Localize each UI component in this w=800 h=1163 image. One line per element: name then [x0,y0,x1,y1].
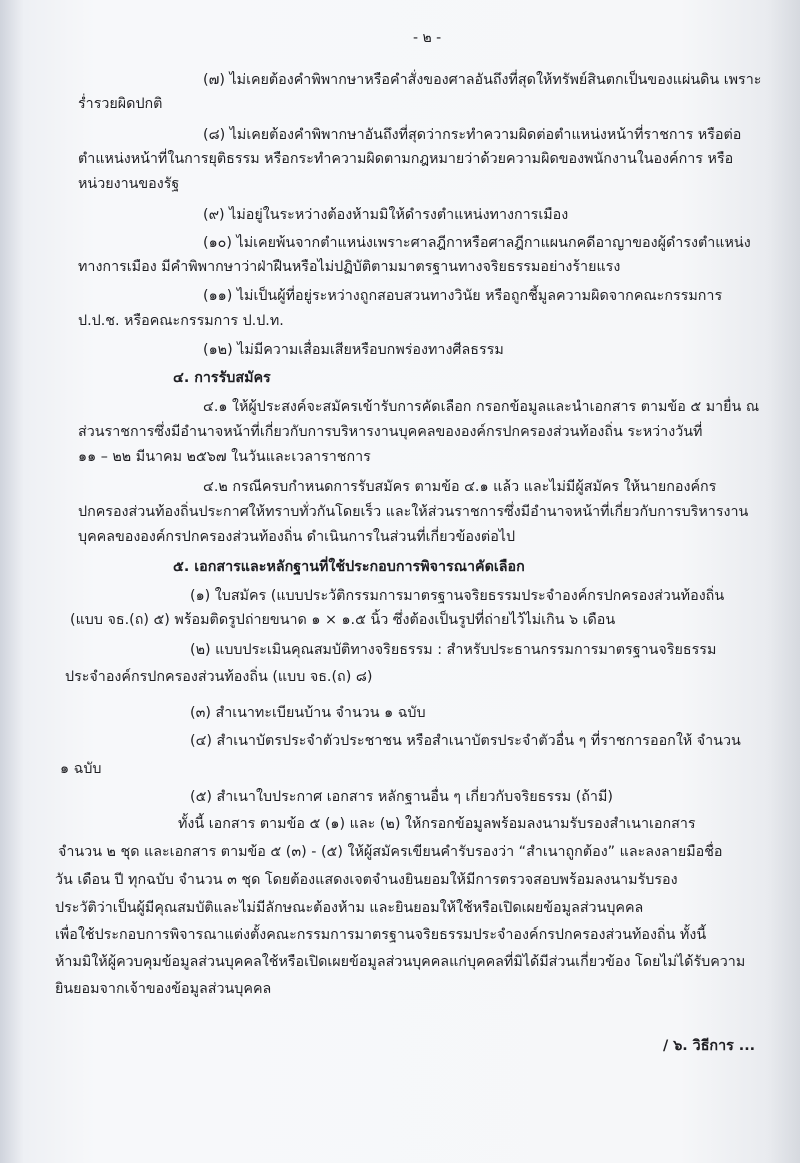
text-line-qualification-10: (๑๐) ไม่เคยพ้นจากตำแหน่งเพราะศาลฎีกาหรือศาลฎีกาแผนกคดีอาญาของผู้ดำรงตำแหน่ง [203,235,751,251]
text-line-qualification-8-cont-2: หน่วยงานของรัฐ [78,176,180,192]
text-line-item-4-2: ๔.๒ กรณีครบกำหนดการรับสมัคร ตามข้อ ๔.๑ แล้ว และไม่มีผู้สมัคร ให้นายกองค์กร [203,479,717,495]
text-line-item-4-2-cont-2: บุคคลขององค์กรปกครองส่วนท้องถิ่น ดำเนินการในส่วนที่เกี่ยวข้องต่อไป [78,529,516,545]
text-line-item-4-1-cont-1: ส่วนราชการซึ่งมีอำนาจหน้าที่เกี่ยวกับการบริหารงานบุคคลขององค์กรปกครองส่วนท้องถิ่น ระหว่างวันที่ [78,424,703,440]
text-line-document-2-cont: ประจำองค์กรปกครองส่วนท้องถิ่น (แบบ จธ.(ถ) ๘) [65,669,373,685]
text-line-qualification-8: (๘) ไม่เคยต้องคำพิพากษาอันถึงที่สุดว่ากระทำความผิดต่อตำแหน่งหน้าที่ราชการ หรือต่อ [203,127,742,143]
text-line-qualification-11-cont: ป.ป.ช. หรือคณะกรรมการ ป.ป.ท. [78,313,284,329]
text-line-item-4-2-cont-1: ปกครองส่วนท้องถิ่นประกาศให้ทราบทั่วกันโดยเร็ว และให้ส่วนราชการซึ่งมีอำนาจหน้าที่เกี่ยวกับการบริหารงาน [78,504,749,520]
continuation-marker: / ๖. วิธีการ ... [663,1038,756,1054]
text-line-document-5: (๕) สำเนาใบประกาศ เอกสาร หลักฐานอื่น ๆ เกี่ยวกับจริยธรรม (ถ้ามี) [190,789,613,805]
text-line-qualification-11: (๑๑) ไม่เป็นผู้ที่อยู่ระหว่างถูกสอบสวนทางวินัย หรือถูกชี้มูลความผิดจากคณะกรรมการ [203,288,723,304]
section-heading-documents: ๕. เอกสารและหลักฐานที่ใช้ประกอบการพิจารณาคัดเลือก [173,559,525,575]
text-line-document-3: (๓) สำเนาทะเบียนบ้าน จำนวน ๑ ฉบับ [190,705,426,721]
text-line-document-4-cont: ๑ ฉบับ [60,761,102,777]
text-line-document-1-cont: (แบบ จธ.(ถ) ๕) พร้อมติดรูปถ่ายขนาด ๑ × ๑.๕ นิ้ว ซึ่งต้องเป็นรูปที่ถ่ายไว้ไม่เกิน ๖ เดือน [70,612,616,628]
text-line-note-cont-2: วัน เดือน ปี ทุกฉบับ จำนวน ๓ ชุด โดยต้องแสดงเจตจำนงยินยอมให้มีการตรวจสอบพร้อมลงนามรับรอง [55,872,678,888]
text-line-note: ทั้งนี้ เอกสาร ตามข้อ ๕ (๑) และ (๒) ให้กรอกข้อมูลพร้อมลงนามรับรองสำเนาเอกสาร [178,816,696,832]
text-line-item-4-1-cont-2: ๑๑ – ๒๒ มีนาคม ๒๕๖๗ ในวันและเวลาราชการ [78,449,371,465]
text-line-note-cont-6: ยินยอมจากเจ้าของข้อมูลส่วนบุคคล [55,981,272,997]
text-line-document-4: (๔) สำเนาบัตรประจำตัวประชาชน หรือสำเนาบัตรประจำตัวอื่น ๆ ที่ราชการออกให้ จำนวน [190,733,741,749]
text-line-qualification-7: (๗) ไม่เคยต้องคำพิพากษาหรือคำสั่งของศาลอันถึงที่สุดให้ทรัพย์สินตกเป็นของแผ่นดิน เพราะ [203,72,762,88]
text-line-note-cont-3: ประวัติว่าเป็นผู้มีคุณสมบัติและไม่มีลักษณะต้องห้าม และยินยอมให้ใช้หรือเปิดเผยข้อมูลส่วนบุคคล [55,900,644,916]
section-heading-application: ๔. การรับสมัคร [173,370,271,386]
text-line-document-2: (๒) แบบประเมินคุณสมบัติทางจริยธรรม : สำหรับประธานกรรมการมาตรฐานจริยธรรม [190,642,717,658]
text-line-qualification-10-cont: ทางการเมือง มีคำพิพากษาว่าฝ่าฝืนหรือไม่ปฏิบัติตามมาตรฐานทางจริยธรรมอย่างร้ายแรง [78,259,621,275]
text-line-qualification-12: (๑๒) ไม่มีความเสื่อมเสียหรือบกพร่องทางศีลธรรม [203,342,504,358]
page-number: - ๒ - [413,30,442,46]
text-line-note-cont-5: ห้ามมิให้ผู้ควบคุมข้อมูลส่วนบุคคลใช้หรือเปิดเผยข้อมูลส่วนบุคคลแก่บุคคลที่มิได้มีส่วนเกี่ยวข้อง โดยไม่ได้รับความ [55,954,746,970]
text-line-qualification-9: (๙) ไม่อยู่ในระหว่างต้องห้ามมิให้ดำรงตำแหน่งทางการเมือง [203,207,569,223]
text-line-item-4-1: ๔.๑ ให้ผู้ประสงค์จะสมัครเข้ารับการคัดเลือก กรอกข้อมูลและนำเอกสาร ตามข้อ ๕ มายื่น ณ [203,399,760,415]
text-line-document-1: (๑) ใบสมัคร (แบบประวัติกรรมการมาตรฐานจริยธรรมประจำองค์กรปกครองส่วนท้องถิ่น [190,588,725,604]
text-line-qualification-8-cont-1: ตำแหน่งหน้าที่ในการยุติธรรม หรือกระทำความผิดตามกฎหมายว่าด้วยความผิดของพนักงานในองค์การ หรือ [78,151,734,167]
text-line-note-cont-1: จำนวน ๒ ชุด และเอกสาร ตามข้อ ๕ (๓) - (๕) ให้ผู้สมัครเขียนคำรับรองว่า “สำเนาถูกต้อง” และลงลายมือชื่อ [58,844,723,860]
text-line-qualification-7-cont: ร่ำรวยผิดปกติ [78,96,163,112]
text-line-note-cont-4: เพื่อใช้ประกอบการพิจารณาแต่งตั้งคณะกรรมการมาตรฐานจริยธรรมประจำองค์กรปกครองส่วนท้องถิ่น ทั้งนี้ [55,927,707,943]
